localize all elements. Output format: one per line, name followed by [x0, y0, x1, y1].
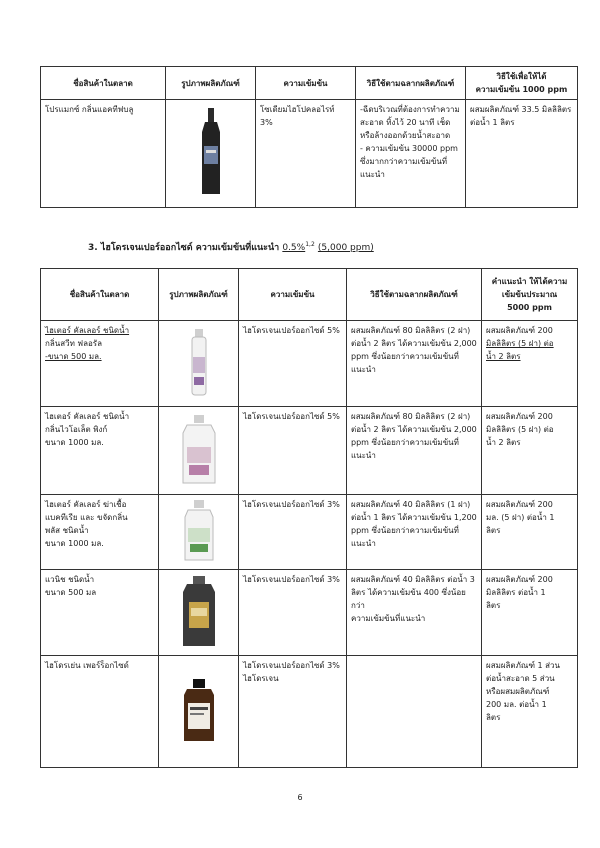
header-recommended-usage: วิธีใช้เพื่อให้ได้ ความเข้มข้น 1000 ppm	[466, 67, 578, 100]
header-label-usage: วิธีใช้ตามฉลากผลิตภัณฑ์	[356, 67, 466, 100]
concentration: ไฮโดรเจนเปอร์ออกไซด์ 3%	[239, 495, 347, 570]
header-recommendation: คำแนะนำ ให้ได้ความ เข้มข้นประมาณ 5000 ppm	[482, 269, 578, 321]
header-product-name: ชื่อสินค้าในตลาด	[41, 67, 166, 100]
recommended-usage: ผสมผลิตภัณฑ์ 33.5 มิลลิลิตร ต่อน้ำ 1 ลิตร	[466, 100, 578, 208]
concentration: โซเดียมไฮโปคลอไรท์ 3%	[256, 100, 356, 208]
label-usage: -ฉีดบริเวณที่ต้องการทำความ สะอาด ทิ้งไว้ 20 นาที เช็ด หรือล้างออกด้วยน้ำสะอาด - ความเข้มข้น 30000 ppm ซึ่งมากกว่าความเข้มข้นที่ แนะนำ	[356, 100, 466, 208]
label-usage: ผสมผลิตภัณฑ์ 40 มิลลิลิตร ต่อน้ำ 3 ลิตร ได้ความเข้มข้น 400 ซึ่งน้อยกว่า ความเข้มข้นที่แนะนำ	[347, 570, 482, 656]
header-concentration: ความเข้มข้น	[239, 269, 347, 321]
recommendation: ผสมผลิตภัณฑ์ 200 มล. (5 ฝา) ต่อน้ำ 1 ลิตร	[482, 495, 578, 570]
concentration: ไฮโดรเจนเปอร์ออกไซด์ 3% ไฮโดรเจน	[239, 656, 347, 768]
header-product-name: ชื่อสินค้าในตลาด	[41, 269, 159, 321]
concentration: ไฮโดรเจนเปอร์ออกไซด์ 5%	[239, 407, 347, 495]
product-name: ไฮเตอร์ คัลเลอร์ ชนิดน้ำ กลิ่นสวีท ฟลอรัล -ขนาด 500 มล.	[41, 321, 159, 407]
table-row	[41, 321, 578, 407]
recommendation: ผสมผลิตภัณฑ์ 1 ส่วน ต่อน้ำสะอาด 5 ส่วน หรือผสมผลิตภัณฑ์ 200 มล. ต่อน้ำ 1 ลิตร	[482, 656, 578, 768]
table-row	[41, 570, 578, 656]
concentration: ไฮโดรเจนเปอร์ออกไซด์ 5%	[239, 321, 347, 407]
recommendation: ผสมผลิตภัณฑ์ 200 มิลลิลิตร (5 ฝา) ต่อ น้ำ 2 ลิตร	[482, 407, 578, 495]
product-name: ไฮเตอร์ คัลเลอร์ ชนิดน้ำ กลิ่นไวโอเล็ต พิงก์ ขนาด 1000 มล.	[41, 407, 159, 495]
product-name: โปรแมกซ์ กลิ่นแอคทีฟบลู	[41, 100, 166, 208]
product-name: ไฮเตอร์ คัลเลอร์ ฆ่าเชื้อ แบคทีเรีย และ ขจัดกลิ่น พลัส ชนิดน้ำ ขนาด 1000 มล.	[41, 495, 159, 570]
product-image-white-jug-green-icon	[159, 495, 239, 570]
product-image-small-white-bottle-icon	[159, 321, 239, 407]
table-row	[41, 656, 578, 768]
product-image-brown-bottle-icon	[159, 656, 239, 768]
label-usage	[347, 656, 482, 768]
label-usage: ผสมผลิตภัณฑ์ 80 มิลลิลิตร (2 ฝา) ต่อน้ำ 2 ลิตร ได้ความเข้มข้น 2,000 ppm ซึ่งน้อยกว่าความเข้มข้นที่ แนะนำ	[347, 321, 482, 407]
page-number: 6	[297, 793, 303, 802]
header-product-image: รูปภาพผลิตภัณฑ์	[166, 67, 256, 100]
recommendation: ผสมผลิตภัณฑ์ 200 มิลลิลิตร (5 ฝา) ต่อ น้ำ 2 ลิตร	[482, 321, 578, 407]
table-hydrogen-peroxide	[40, 268, 578, 768]
product-image-black-bottle-icon	[166, 100, 256, 208]
header-concentration: ความเข้มข้น	[256, 67, 356, 100]
header-product-image: รูปภาพผลิตภัณฑ์	[159, 269, 239, 321]
section-3-heading: 3. ไฮโดรเจนเปอร์ออกไซด์ ความเข้มข้นที่แนะนำ 0.5%$^{1,2}$ (5,000 ppm)	[88, 241, 374, 253]
table-row	[41, 407, 578, 495]
recommendation: ผสมผลิตภัณฑ์ 200 มิลลิลิตร ต่อน้ำ 1 ลิตร	[482, 570, 578, 656]
table-row	[41, 495, 578, 570]
product-name: ไฮโดรเย่น เพอร์ร็อกไซด์	[41, 656, 159, 768]
product-image-dark-bottle-icon	[159, 570, 239, 656]
label-usage: ผสมผลิตภัณฑ์ 80 มิลลิลิตร (2 ฝา) ต่อน้ำ 2 ลิตร ได้ความเข้มข้น 2,000 ppm ซึ่งน้อยกว่าความเข้มข้นที่ แนะนำ	[347, 407, 482, 495]
table-sodium-hypochlorite	[40, 66, 578, 208]
table-row	[41, 100, 578, 208]
product-name: แวนิช ชนิดน้ำ ขนาด 500 มล	[41, 570, 159, 656]
header-label-usage: วิธีใช้ตามฉลากผลิตภัณฑ์	[347, 269, 482, 321]
concentration: ไฮโดรเจนเปอร์ออกไซด์ 3%	[239, 570, 347, 656]
label-usage: ผสมผลิตภัณฑ์ 40 มิลลิลิตร (1 ฝา) ต่อน้ำ 1 ลิตร ได้ความเข้มข้น 1,200 ppm ซึ่งน้อยกว่าความเข้มข้นที่ แนะนำ	[347, 495, 482, 570]
product-image-white-jug-icon	[159, 407, 239, 495]
